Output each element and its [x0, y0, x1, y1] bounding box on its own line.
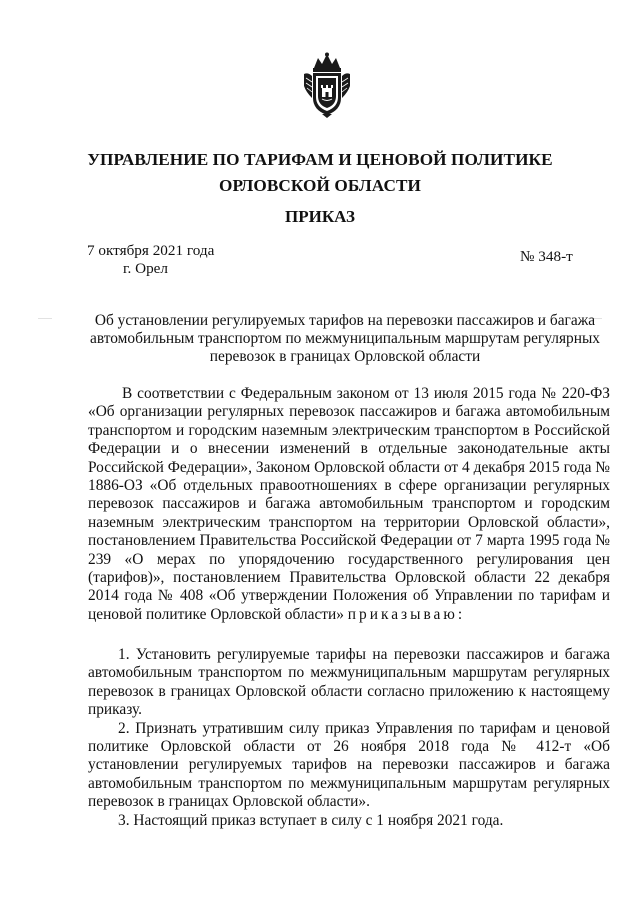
- order-item-1: 1. Установить регулируемые тарифы на перевозки пассажиров и багажа автомобильным транспортом по межмуниципальным маршрутам регулярных перевозок в границах Орловской области согласно приложению к настоящему приказу.: [88, 646, 610, 719]
- coat-of-arms-emblem: [302, 52, 352, 118]
- document-number: № 348-т: [520, 248, 573, 265]
- organization-title-line1: УПРАВЛЕНИЕ ПО ТАРИФАМ И ЦЕНОВОЙ ПОЛИТИКЕ: [87, 150, 553, 169]
- order-item-3: 3. Настоящий приказ вступает в силу с 1 ноября 2021 года.: [118, 811, 504, 829]
- preamble-paragraph: [88, 385, 610, 624]
- document-date: 7 октября 2021 года: [87, 242, 215, 259]
- preamble-text: В соответствии с Федеральным законом от 13 июля 2015 года № 220-ФЗ «Об организации регулярных перевозок пассажиров и багажа автомобильным транспортом и городским наземным электрическим транспортом в Российской Федерации и о внесении изменений в отдельные законодательные акты Российской Федерации», Законом Орловской области от 4 декабря 2015 года № 1886-ОЗ «Об отдельных правоотношениях в сфере организации регулярных перевозок пассажиров и багажа автомобильным транспортом и городским наземным электрическим транспортом на территории Орловской области», постановлением Правительства Российской Федерации от 7 марта 1995 года № 239 «О мерах по упорядочению государственного регулирования цен (тарифов)», постановлением Правительства Орловской области 22 декабря 2014 года № 408 «Об утверждении Положения об Управлении по тарифам и ценовой политике Орловской области»: [88, 385, 610, 623]
- organization-title-line2: ОРЛОВСКОЙ ОБЛАСТИ: [218, 176, 422, 195]
- order-items: [88, 646, 610, 830]
- order-item-2: 2. Признать утратившим силу приказ Управления по тарифам и ценовой политике Орловской области от 26 ноября 2018 года № 412-т «Об установлении регулируемых тарифов на перевозки пассажиров и багажа автомобильным транспортом по межмуниципальным маршрутам регулярных перевозок в границах Орловской области».: [88, 719, 610, 811]
- document-subject: Об установлении регулируемых тарифов на перевозки пассажиров и багажа автомобильным транспортом по межмуниципальным маршрутам регулярных перевозок в границах Орловской области: [90, 312, 600, 365]
- document-type-title: ПРИКАЗ: [285, 207, 355, 226]
- margin-mark-left: [38, 318, 52, 319]
- document-city: г. Орел: [123, 260, 168, 277]
- order-word: приказываю:: [347, 605, 466, 623]
